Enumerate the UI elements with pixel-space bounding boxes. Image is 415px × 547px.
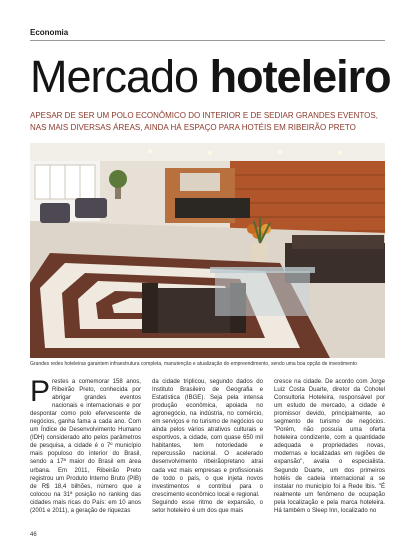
title-light-part: Mercado (30, 51, 210, 102)
article-column-3: cresce na cidade. De acordo com Jorge Luiz Costa Duarte, diretor da Cohotel Consultoria Hoteleira, responsável por um estudo de mercado, a cidade é promissor devido, principalmente, ao segmento de turismo de negócios. "Porém, não possuía uma oferta hoteleira condizente, com a quantidade adequada e propriedades novas, modernas e localizadas em regiões de expansão", avalia o especialista. Segundo Duarte, um dos primeiros hotéis de cadeia internacional a se instalar no município foi a Rede Ibis. "É realmente um fenômeno de ocupação pela localização e pela marca hoteleira. Há também o Sleep Inn, localizado no (274, 379, 385, 514)
title-bold-part: hoteleiro (209, 51, 391, 102)
lobby-illustration (30, 143, 385, 358)
article-column-2: da cidade triplicou, segundo dados do Instituto Brasileiro de Geografia e Estatística (IBGE). Seja pela intensa produção econômica, apoiada no agronegócio, na indústria, no comércio, em serviços e no turismo de negócios ou ainda pelos vários atrativos culturais e esportivos, a cidade, com quase 650 mil habitantes, tem notoriedade e repercussão nacional. O acelerado desenvolvimento ribeirãopretano atrai cada vez mais empresas e profissionais de todo o país, o que injeta novos investimentos e contribui para o crescimento econômico local e regional. Seguindo esse ritmo de expansão, o setor hoteleiro é um dos que mais (152, 379, 263, 514)
page-number: 46 (30, 532, 37, 538)
section-label: Economia (30, 28, 69, 37)
column-1-text: restes a comemorar 158 anos, Ribeirão Preto, conhecida por abrigar grandes eventos nacionais e internacionais e por despontar como polo efervescente de negócios, ganha fama a cada ano. Com um Índice de Desenvolvimento Humano (IDH) considerado alto pelos parâmetros de pesquisa, a cidade é o 7º município mais populoso do interior do Brasil, sendo a 17ª maior do Brasil em área urbana. Em 2011, Ribeirão Preto registrou um Produto Interno Bruto (PIB) de R$ 18,4 bilhões, número que a colocou na 31ª posição no ranking das cidades mais ricas do País: em 10 anos (2001 e 2011), a geração de riquezas (30, 379, 141, 514)
article-body (30, 378, 385, 528)
article-column-1 (30, 378, 141, 528)
photo-caption: Grandes redes hoteleiras garantem infraestrutura completa, manutenção e atualização do empreendimento, sendo uma boa opção de investimento (30, 361, 357, 367)
hotel-lobby-photo (30, 143, 385, 358)
header-rule (30, 40, 385, 41)
page-title (30, 52, 391, 102)
drop-cap: P (30, 378, 51, 408)
subheading: APESAR DE SER UM POLO ECONÔMICO DO INTERIOR E DE SEDIAR GRANDES EVENTOS, NAS MAIS DIVERSAS ÁREAS, AINDA HÁ ESPAÇO PARA HOTÉIS EM RIBEIRÃO PRETO (30, 111, 378, 132)
